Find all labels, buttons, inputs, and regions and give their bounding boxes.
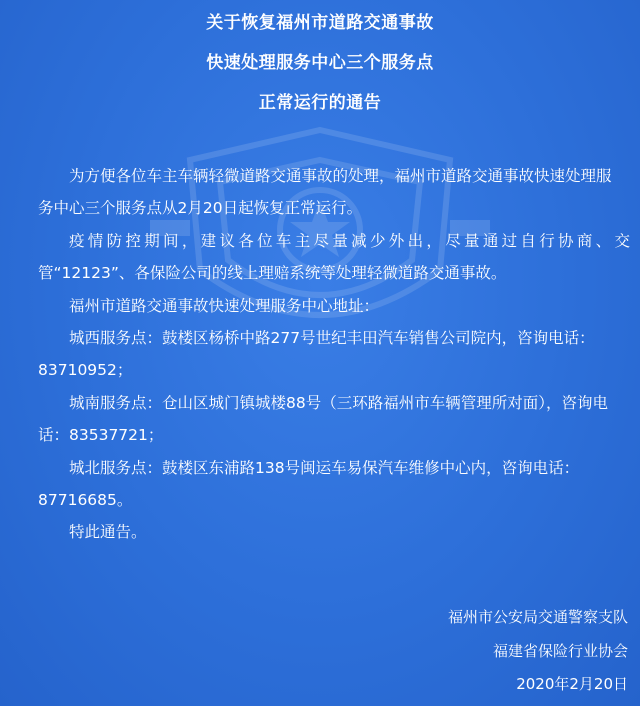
notice-title-line-1: 关于恢复福州市道路交通事故 xyxy=(206,13,434,33)
paragraph-line: 城北服务点：鼓楼区东浦路138号闽运车易保汽车维修中心内，咨询电话： xyxy=(69,458,580,477)
closing-statement xyxy=(38,516,630,548)
paragraph-line: 城南服务点：仓山区城门镇城楼88号（三环路福州市车辆管理所对面），咨询电 xyxy=(69,393,608,412)
paragraph-line: 管“12123”、各保险公司的线上理赔系统等处理轻微道路交通事故。 xyxy=(38,264,507,283)
paragraph-line: 城西服务点：鼓楼区杨桥中路277号世纪丰田汽车销售公司院内，咨询电话： xyxy=(69,329,595,348)
west-service-point xyxy=(38,322,630,387)
address-heading xyxy=(38,290,630,322)
paragraph-service-resumed xyxy=(38,160,630,225)
notice-title-line-2: 快速处理服务中心三个服务点 xyxy=(206,53,434,73)
paragraph-line: 务中心三个服务点从2月20日起恢复正常运行。 xyxy=(38,199,363,218)
paragraph-line: 87716685。 xyxy=(38,491,133,510)
paragraph-line: 福州市道路交通事故快速处理服务中心地址： xyxy=(69,296,380,315)
paragraph-line: 83710952； xyxy=(38,361,133,380)
paragraph-line: 特此通告。 xyxy=(69,523,147,542)
paragraph-line: 话：83537721； xyxy=(38,426,164,445)
paragraph-epidemic-advice xyxy=(38,225,630,290)
signature-date: 2020年2月20日 xyxy=(516,675,628,693)
north-service-point xyxy=(38,452,630,517)
paragraph-line: 为方便各位车主车辆轻微道路交通事故的处理，福州市道路交通事故快速处理服 xyxy=(69,167,612,185)
paragraph-line: 疫情防控期间，建议各位车主尽量减少外出，尽量通过自行协商、交 xyxy=(69,231,630,250)
notice-title-line-3: 正常运行的通告 xyxy=(258,93,382,113)
signature-insurance-association: 福建省保险行业协会 xyxy=(492,642,628,660)
signature-traffic-police: 福州市公安局交通警察支队 xyxy=(447,608,628,626)
notice-body xyxy=(38,160,630,549)
south-service-point xyxy=(38,387,630,452)
